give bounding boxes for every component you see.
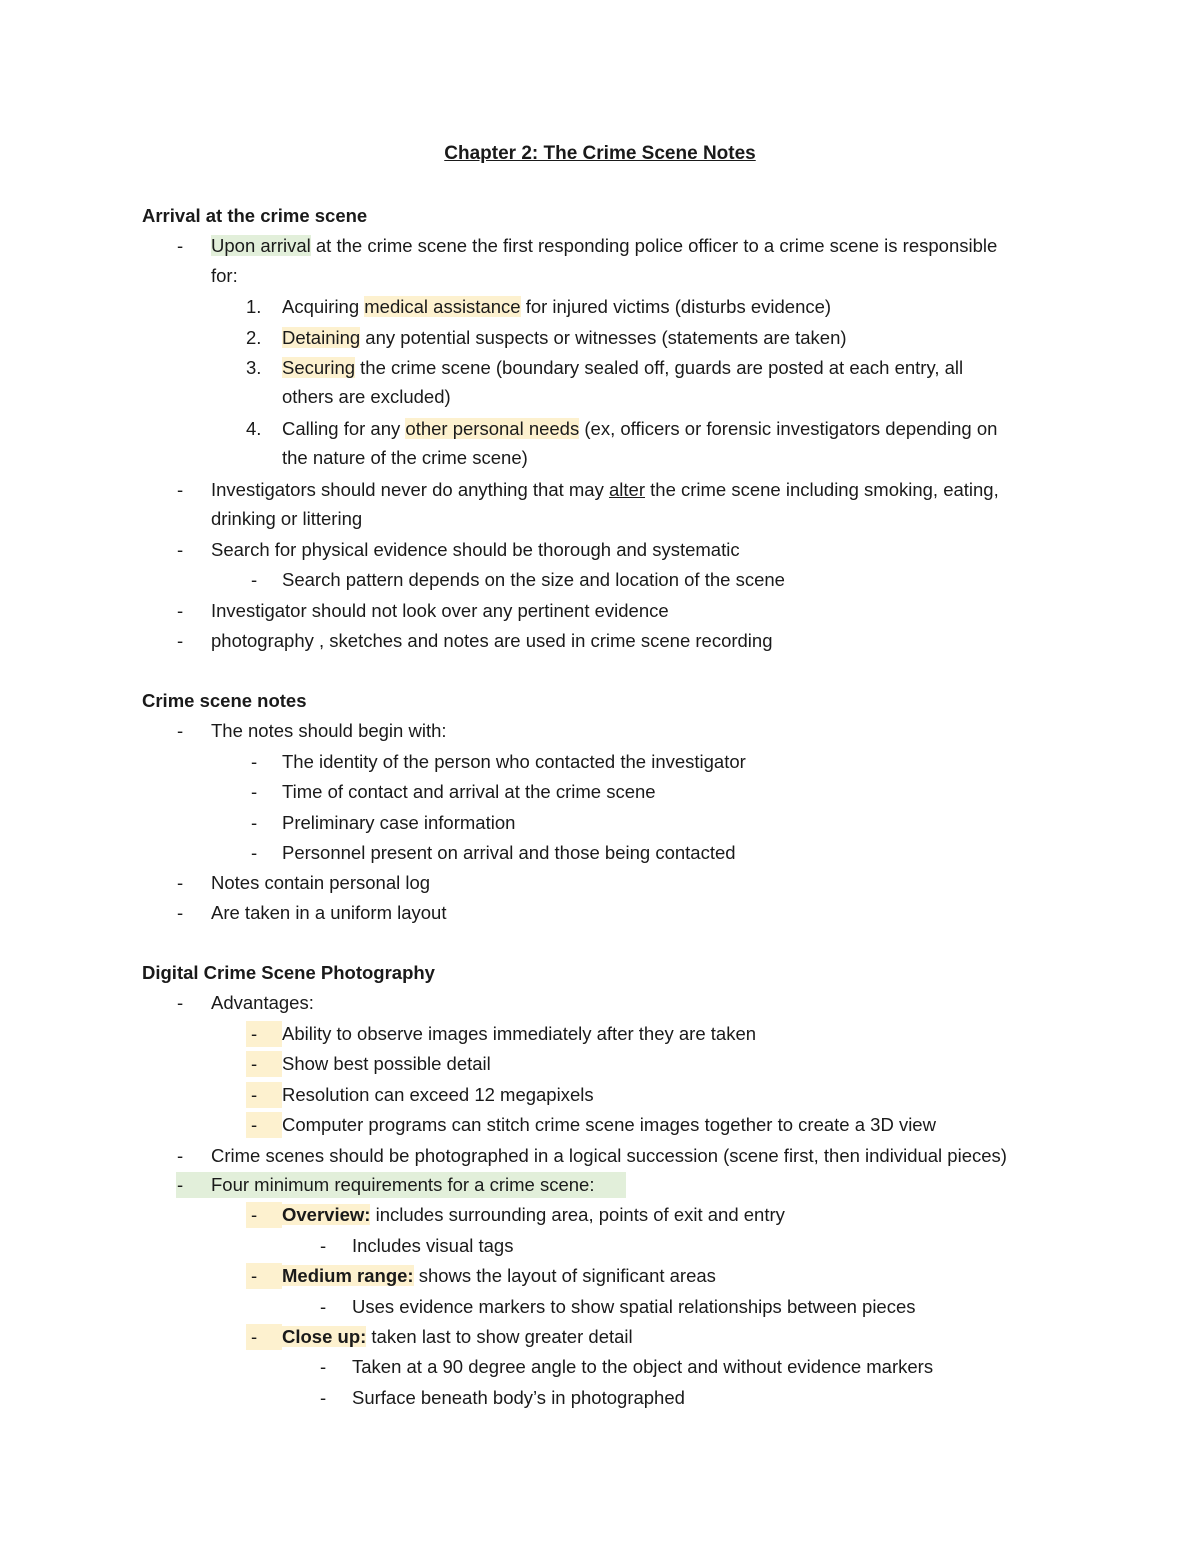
bullet-dash-highlighted: - (246, 1202, 282, 1228)
bullet-dash: - (320, 1296, 327, 1317)
sub-sub-list-item: Surface beneath body’s in photographed (352, 1387, 685, 1408)
list-item: Notes contain personal log (211, 872, 431, 893)
sub-sub-list-item: Includes visual tags (352, 1235, 514, 1256)
bullet-dash-highlighted: - (246, 1263, 282, 1289)
bullet-dash: - (251, 569, 258, 590)
sub-list-item: Ability to observe images immediately after they are taken (282, 1023, 757, 1044)
list-number: 3. (246, 357, 262, 378)
list-number: 1. (246, 296, 262, 317)
list-item-continuation: drinking or littering (211, 508, 363, 529)
sub-list-item: Preliminary case information (282, 812, 516, 833)
highlight: Securing (282, 357, 356, 378)
sub-list-item: Personnel present on arrival and those being contacted (282, 842, 736, 863)
bullet-dash: - (177, 235, 184, 256)
bullet-dash: - (177, 1174, 184, 1195)
list-item: Search for physical evidence should be thorough and systematic (211, 539, 740, 560)
bullet-dash: - (251, 781, 258, 802)
bullet-dash: - (177, 630, 184, 651)
sub-list-item: Time of contact and arrival at the crime scene (282, 781, 656, 802)
list-item: Advantages: (211, 992, 314, 1013)
list-item: Investigator should not look over any pertinent evidence (211, 600, 669, 621)
sub-sub-list-item: Taken at a 90 degree angle to the object and without evidence markers (352, 1356, 934, 1377)
list-item: Investigators should never do anything that may alter the crime scene including smoking, eating, (211, 479, 999, 500)
list-item: The notes should begin with: (211, 720, 447, 741)
page-title: Chapter 2: The Crime Scene Notes (444, 143, 756, 164)
bullet-dash: - (177, 872, 184, 893)
list-item: Are taken in a uniform layout (211, 902, 447, 923)
highlight: Upon arrival (211, 235, 311, 256)
bullet-dash: - (177, 902, 184, 923)
list-item-continuation: others are excluded) (282, 386, 451, 407)
bullet-dash: - (320, 1356, 327, 1377)
sub-list-item: Medium range: shows the layout of significant areas (282, 1265, 716, 1286)
bullet-dash-highlighted: - (246, 1021, 282, 1047)
sub-sub-list-item: Uses evidence markers to show spatial relationships between pieces (352, 1296, 916, 1317)
bullet-dash: - (177, 479, 184, 500)
list-number: 2. (246, 327, 262, 348)
sub-list-item: Computer programs can stitch crime scene images together to create a 3D view (282, 1114, 936, 1135)
bullet-dash: - (320, 1235, 327, 1256)
bullet-dash: - (177, 600, 184, 621)
sub-list-item: Show best possible detail (282, 1053, 491, 1074)
bullet-dash: - (177, 992, 184, 1013)
bullet-dash: - (177, 539, 184, 560)
bullet-dash: - (320, 1387, 327, 1408)
bullet-dash: - (251, 842, 258, 863)
bullet-dash: - (177, 720, 184, 741)
numbered-item: Securing the crime scene (boundary sealed off, guards are posted at each entry, all (282, 357, 964, 378)
term-label: Medium range: (282, 1265, 414, 1286)
bullet-dash-highlighted: - (246, 1082, 282, 1108)
sub-list-item: Search pattern depends on the size and location of the scene (282, 569, 785, 590)
list-item: Upon arrival at the crime scene the first responding police officer to a crime scene is responsible (211, 235, 998, 256)
underlined-word: alter (609, 479, 645, 500)
list-number: 4. (246, 418, 262, 439)
sub-list-item: The identity of the person who contacted the investigator (282, 751, 746, 772)
term-label: Close up: (282, 1326, 367, 1347)
bullet-dash: - (251, 751, 258, 772)
sub-list-item: Overview: includes surrounding area, points of exit and entry (282, 1204, 785, 1225)
sub-list-item: Resolution can exceed 12 megapixels (282, 1084, 594, 1105)
section-heading-arrival: Arrival at the crime scene (142, 205, 368, 226)
highlight: Detaining (282, 327, 361, 348)
bullet-dash-highlighted: - (246, 1112, 282, 1138)
numbered-item: Calling for any other personal needs (ex, officers or forensic investigators depending on (282, 418, 998, 439)
section-heading-notes: Crime scene notes (142, 690, 307, 711)
term-label: Overview: (282, 1204, 371, 1225)
section-heading-photography: Digital Crime Scene Photography (142, 962, 435, 983)
bullet-dash: - (251, 812, 258, 833)
highlighted-list-item: - Four minimum requirements for a crime scene: (176, 1172, 626, 1198)
list-item-continuation: for: (211, 265, 238, 286)
bullet-dash-highlighted: - (246, 1324, 282, 1350)
highlight: medical assistance (364, 296, 521, 317)
list-item: photography , sketches and notes are used in crime scene recording (211, 630, 773, 651)
numbered-item: Acquiring medical assistance for injured victims (disturbs evidence) (282, 296, 832, 317)
list-item: Crime scenes should be photographed in a logical succession (scene first, then individual pieces) (211, 1145, 1007, 1166)
bullet-dash: - (177, 1145, 184, 1166)
numbered-item: Detaining any potential suspects or witnesses (statements are taken) (282, 327, 847, 348)
highlight: other personal needs (405, 418, 580, 439)
bullet-dash-highlighted: - (246, 1051, 282, 1077)
sub-list-item: Close up: taken last to show greater detail (282, 1326, 633, 1347)
list-item-continuation: the nature of the crime scene) (282, 447, 528, 468)
